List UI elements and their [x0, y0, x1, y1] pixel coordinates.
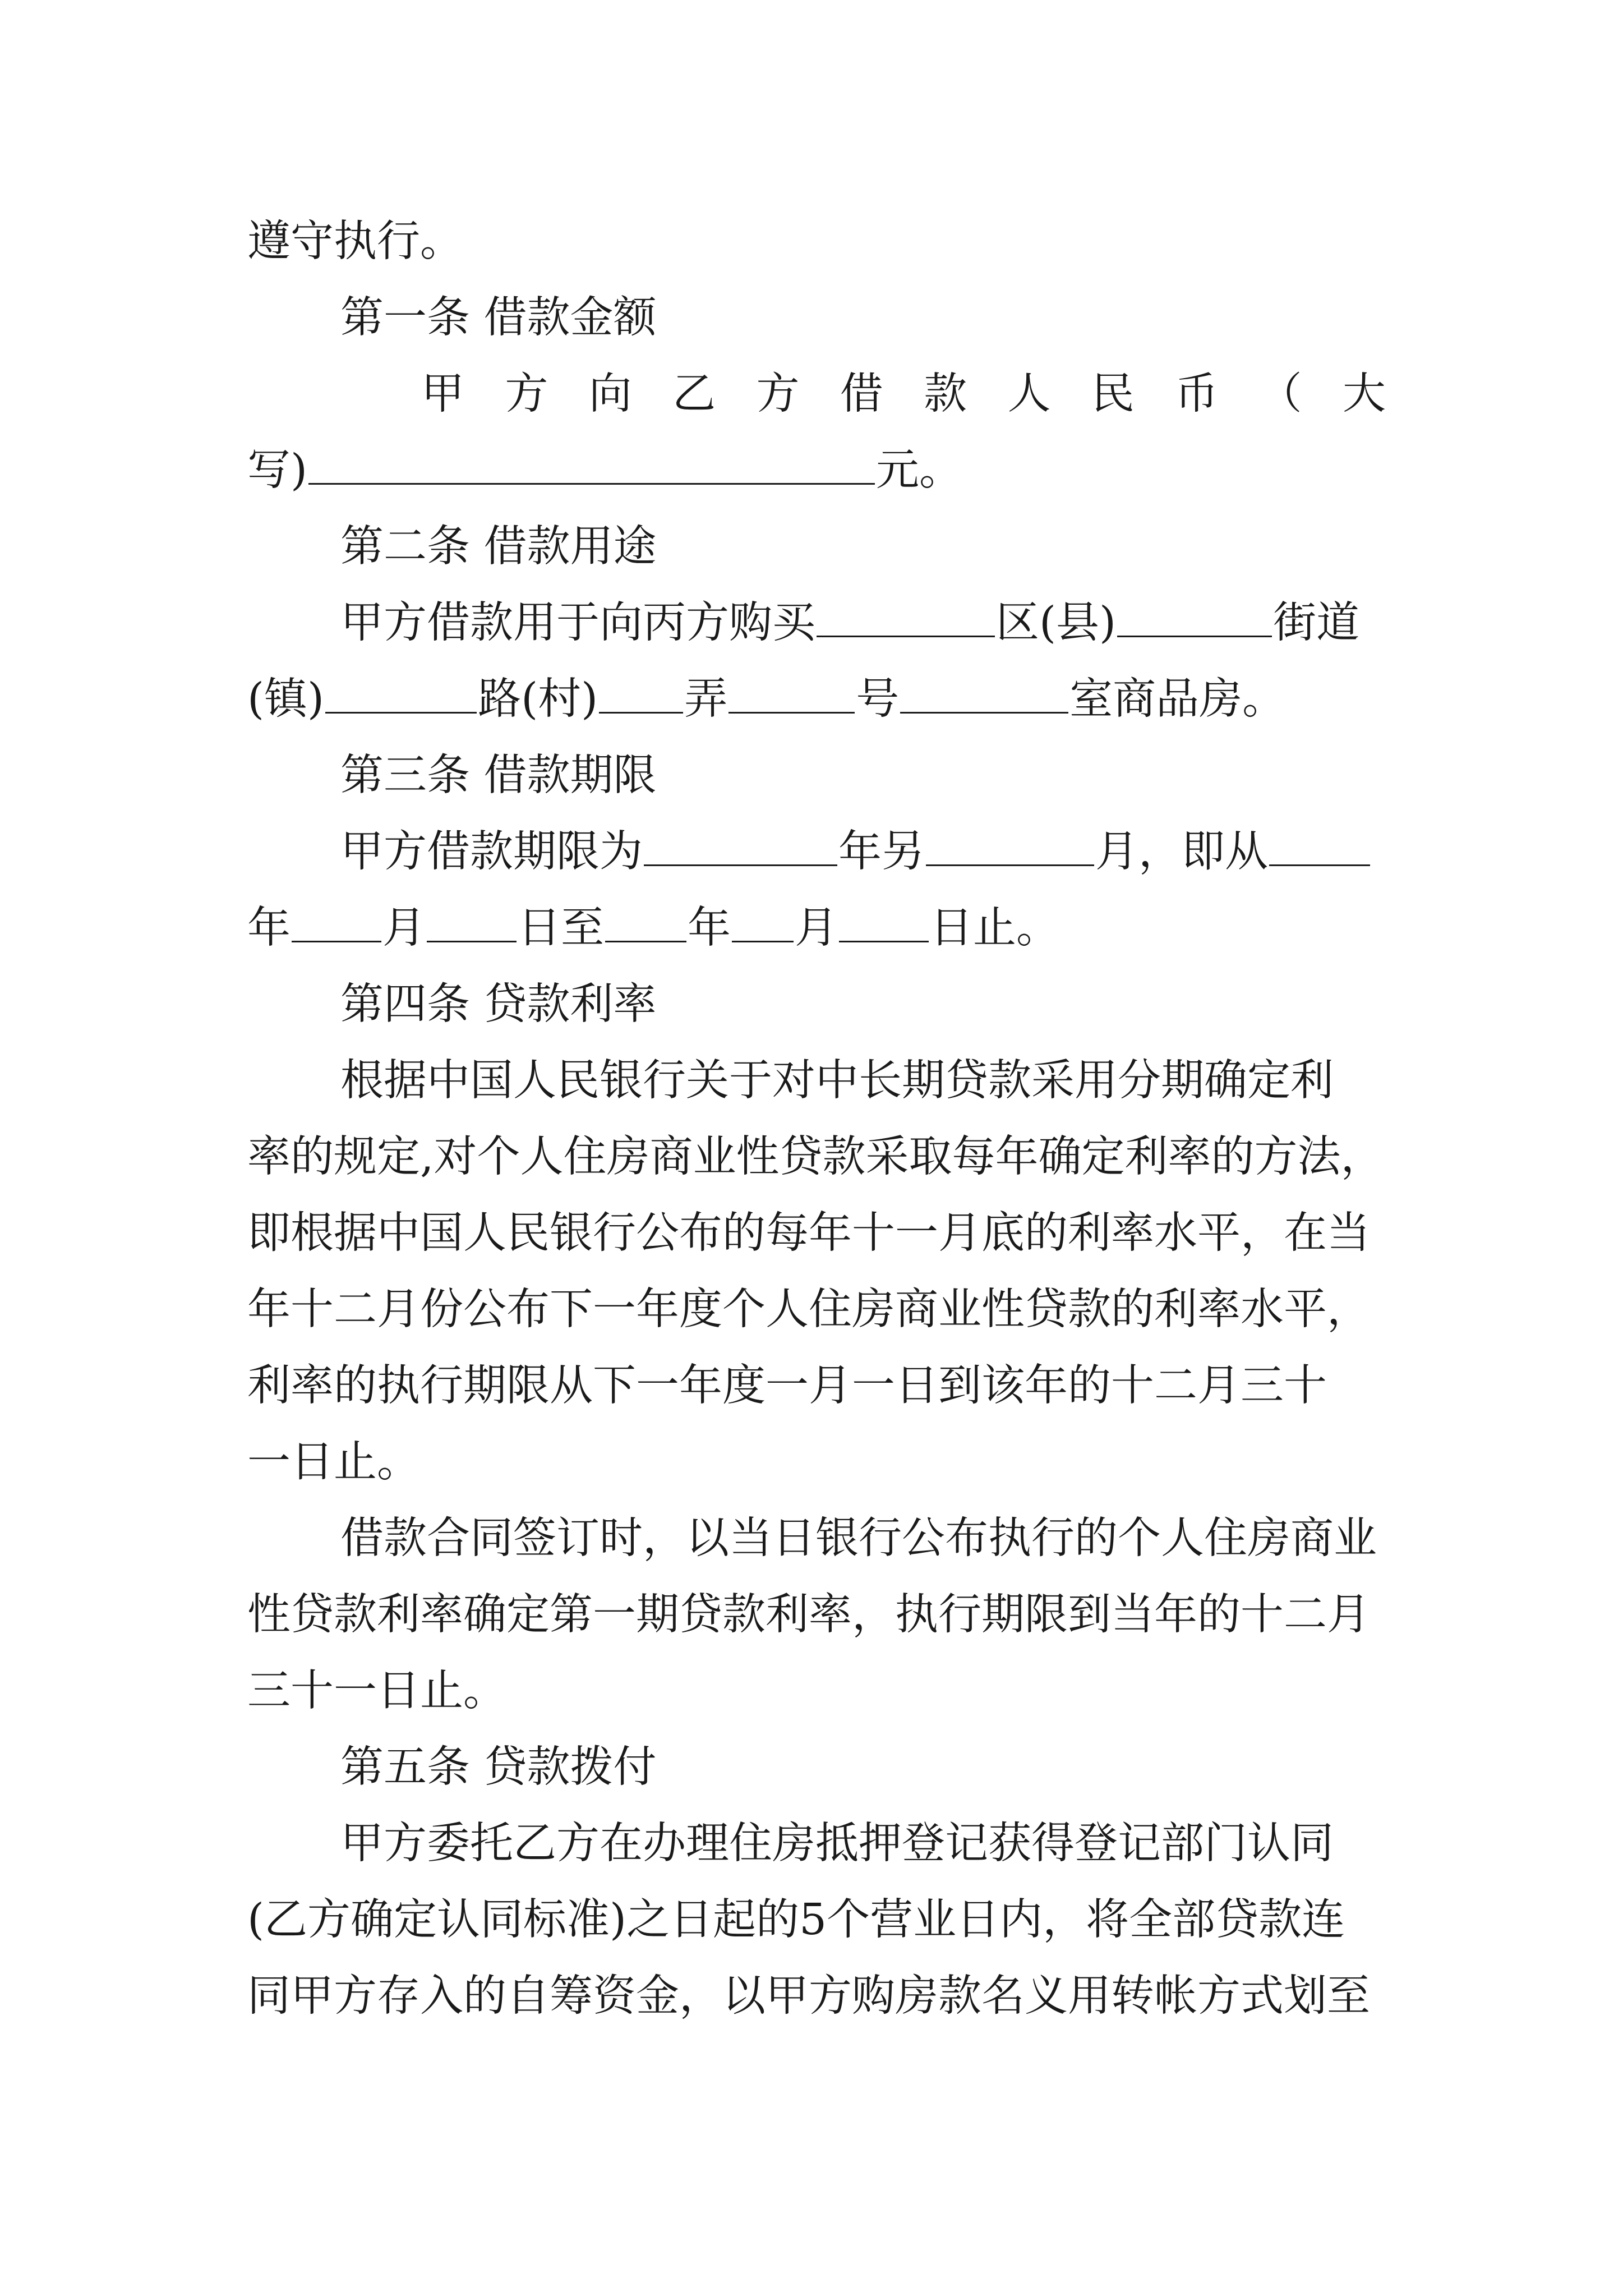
text-run: 月	[795, 903, 838, 953]
fill-in-blank[interactable]	[839, 903, 929, 942]
fill-in-blank[interactable]	[728, 674, 855, 714]
fill-in-blank[interactable]	[1117, 597, 1272, 637]
fill-in-blank[interactable]	[926, 826, 1094, 866]
char: 人	[1007, 369, 1051, 419]
text-run: 号	[856, 674, 900, 724]
text-line: 率的规定,对个人住房商业性贷款采取每年确定利率的方法，	[247, 1132, 1384, 1182]
text-line: 三十一日止。	[247, 1666, 506, 1716]
text-run: 写)	[247, 445, 308, 495]
fill-in-blank[interactable]	[732, 903, 794, 942]
char: 借	[840, 369, 883, 419]
text-line: 借款合同签订时，以当日银行公布执行的个人住房商业	[340, 1513, 1377, 1563]
text-line: 遵守执行。	[247, 217, 463, 266]
char: 向	[588, 369, 632, 419]
text-run: 甲方借款期限为	[340, 827, 643, 877]
text-line: 性贷款利率确定第一期贷款利率，执行期限到当年的十二月	[247, 1590, 1370, 1640]
char: 方	[505, 369, 548, 419]
text-run: 路(村)	[478, 674, 598, 724]
text-line: 年十二月份公布下一年度个人住房商业性贷款的利率水平，	[247, 1285, 1370, 1335]
article-heading: 第四条 贷款利率	[340, 979, 657, 1029]
fill-in-blank[interactable]	[605, 903, 686, 942]
text-line: 根据中国人民银行关于对中长期贷款采用分期确定利	[340, 1056, 1334, 1106]
text-line: (乙方确定认同标准)之日起的5个营业日内，将全部贷款连	[247, 1895, 1345, 1945]
text-run: 室商品房。	[1069, 674, 1286, 724]
article-heading: 第二条 借款用途	[340, 522, 657, 572]
fill-in-blank[interactable]	[1269, 826, 1370, 866]
text-run: 月	[382, 903, 426, 953]
text-run: 街道	[1273, 598, 1360, 648]
fill-in-blank[interactable]	[599, 674, 683, 714]
text-line-justified	[247, 356, 1386, 432]
text-run: 年	[688, 903, 731, 953]
text-run: 日至	[518, 903, 604, 953]
text-line	[247, 814, 1386, 890]
text-line	[247, 890, 1386, 967]
char: 民	[1091, 369, 1135, 419]
article-heading: 第一条 借款金额	[340, 293, 657, 343]
article-heading: 第五条 贷款拨付	[340, 1742, 657, 1792]
text-run: 月，即从	[1095, 827, 1268, 877]
text-run: 元。	[876, 445, 963, 495]
article-heading: 第三条 借款期限	[340, 751, 657, 800]
text-line	[247, 432, 1386, 509]
text-run: (镇)	[247, 674, 325, 724]
text-line: 利率的执行期限从下一年度一月一日到该年的十二月三十	[247, 1361, 1327, 1411]
char: 大	[1342, 369, 1386, 419]
fill-in-blank[interactable]	[292, 903, 381, 942]
char: 甲	[421, 369, 464, 419]
text-line: 甲方委托乙方在办理住房抵押登记获得登记部门认同	[340, 1819, 1334, 1869]
char: 币	[1175, 369, 1219, 419]
fill-in-blank[interactable]	[427, 903, 517, 942]
char: 款	[924, 369, 967, 419]
text-run: 甲方借款用于向丙方购买	[340, 598, 815, 648]
fill-in-blank[interactable]	[325, 674, 477, 714]
char: （	[1258, 369, 1302, 419]
fill-in-blank[interactable]	[644, 826, 837, 866]
fill-in-blank[interactable]	[900, 674, 1068, 714]
text-line: 同甲方存入的自筹资金，以甲方购房款名义用转帐方式划至	[247, 1971, 1370, 2021]
fill-in-blank[interactable]	[817, 597, 995, 637]
fill-in-blank[interactable]	[308, 445, 875, 485]
char: 方	[756, 369, 800, 419]
text-run: 区(县)	[996, 598, 1117, 648]
text-run: 日止。	[930, 903, 1059, 953]
text-run: 弄	[684, 674, 728, 724]
text-run: 年	[247, 903, 291, 953]
text-run: 年另	[838, 827, 925, 877]
text-line	[247, 585, 1386, 661]
text-line: 即根据中国人民银行公布的每年十一月底的利率水平，在当	[247, 1208, 1370, 1258]
text-line	[247, 661, 1386, 738]
text-line: 一日止。	[247, 1437, 420, 1487]
char: 乙	[672, 369, 716, 419]
